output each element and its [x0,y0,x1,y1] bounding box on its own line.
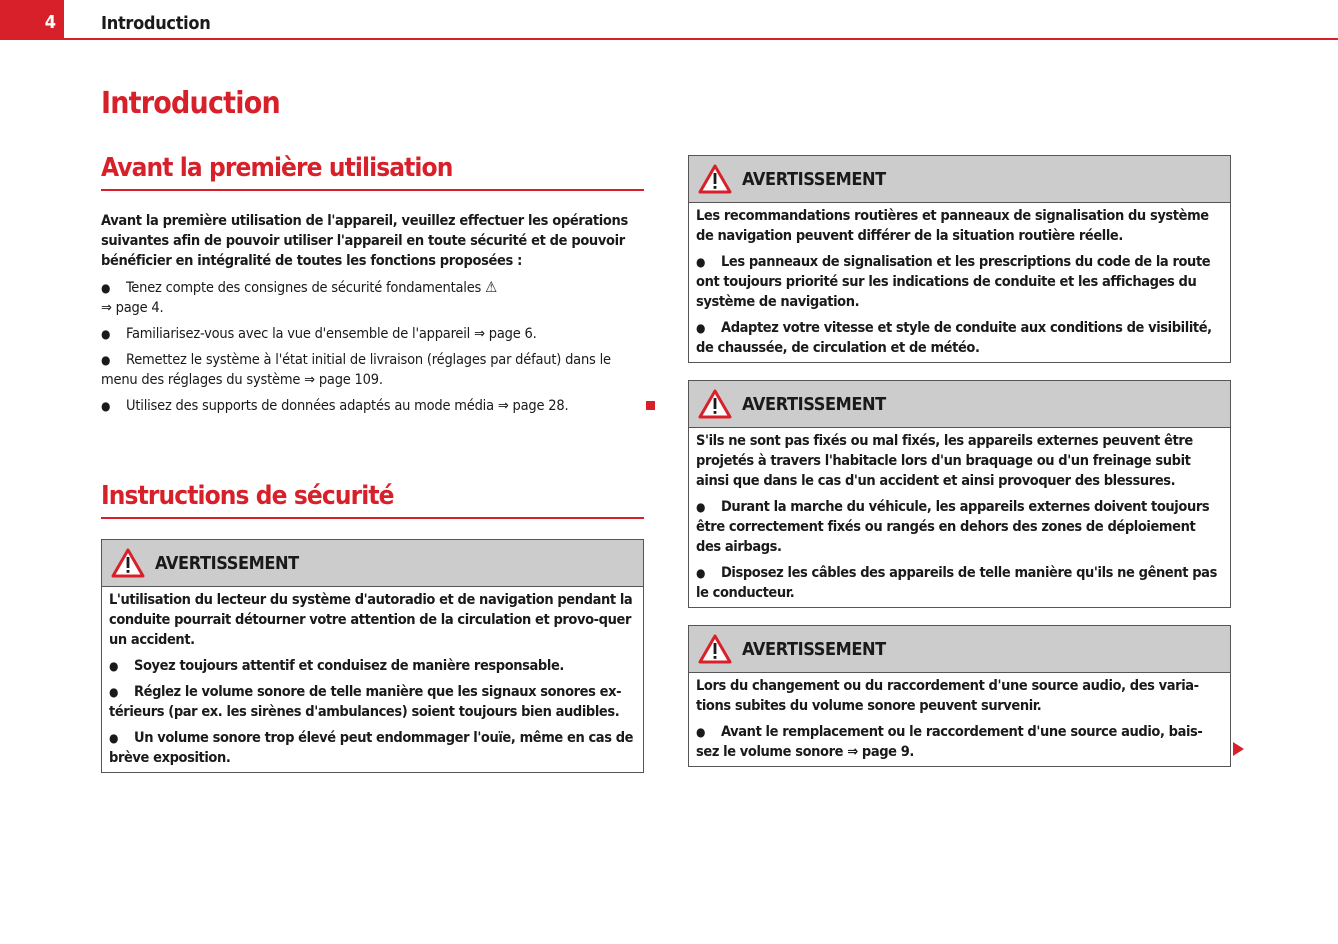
warning-item [696,497,1223,557]
warning-item-text: Les panneaux de signalisation et les prescriptions du code de la route ont toujours priorité sur les indications de conduite et les affichages du système de navigation. [696,254,1211,310]
running-header [0,0,1338,40]
list-item-text: Utilisez des supports de données adaptés au mode média [126,398,494,414]
warning-title: AVERTISSEMENT [742,638,886,660]
section-intro: Avant la première utilisation de l'appareil, veuillez effectuer les opérations suivantes afin de pouvoir utiliser l'appareil en toute sécurité et de pouvoir bénéficier en intégralité de toutes les fonctions proposées : [101,213,628,269]
warning-item [696,318,1223,358]
warning-triangle-icon [698,634,732,664]
warning-item [109,682,636,722]
warning-intro: Lors du changement ou du raccordement d'une source audio, des varia-tions subites du volume sonore peuvent survenir. [696,678,1199,714]
warning-item [696,252,1223,312]
page-reference-link[interactable]: ⇒ page 6. [474,326,537,342]
bullet-icon: ● [696,255,706,269]
warning-triangle-icon [698,164,732,194]
bullet-icon: ● [101,353,111,367]
bullet-icon: ● [101,399,111,413]
warning-body [689,203,1230,362]
bullet-icon: ● [696,321,706,335]
page-number-box [0,0,64,40]
warning-item-text: Avant le remplacement ou le raccordement d'une source audio, bais-sez le volume sonore ⇒ page 9. [696,724,1203,760]
section-heading-first-use: Avant la première utilisation [101,150,644,191]
warning-item [109,656,636,676]
right-column [688,155,1231,784]
warning-body [689,673,1230,766]
warning-header [689,626,1230,673]
running-header-title: Introduction [101,13,211,34]
list-item-text: Familiarisez-vous avec la vue d'ensemble de l'appareil [126,326,471,342]
page-title: Introduction [101,86,280,121]
warning-box [688,380,1231,608]
warning-intro: Les recommandations routières et panneaux de signalisation du système de navigation peuvent différer de la situation routière réelle. [696,208,1209,244]
bullet-icon: ● [696,725,706,739]
page-reference-link[interactable]: ⇒ page 109. [304,372,383,388]
bullet-icon: ● [696,500,706,514]
warning-intro: L'utilisation du lecteur du système d'autoradio et de navigation pendant la conduite pourrait détourner votre attention de la circulation et provo-quer un accident. [109,592,633,648]
warning-item-text: Adaptez votre vitesse et style de conduite aux conditions de visibilité, de chaussée, de circulation et de météo. [696,320,1212,356]
warning-header [689,381,1230,428]
bullet-icon: ● [101,327,111,341]
warning-triangle-icon [111,548,145,578]
warning-title: AVERTISSEMENT [742,393,886,415]
page-reference-link[interactable]: ⇒ page 28. [497,398,569,414]
page-reference-link[interactable]: ⇒ page 4. [101,300,164,316]
header-rule [64,38,1338,40]
warning-item-text: Disposez les câbles des appareils de telle manière qu'ils ne gênent pas le conducteur. [696,565,1217,601]
warning-header [102,540,643,587]
bullet-icon: ● [696,566,706,580]
warning-item [696,722,1223,762]
warning-item-text: Un volume sonore trop élevé peut endommager l'ouïe, même en cas de brève exposition. [109,730,634,766]
list-item [101,277,644,318]
page-number: 4 [44,12,56,33]
list-item-text: Remettez le système à l'état initial de livraison (réglages par défaut) dans le menu des réglages du système [101,352,611,388]
warning-title: AVERTISSEMENT [742,168,886,190]
warning-intro: S'ils ne sont pas fixés ou mal fixés, les appareils externes peuvent être projetés à travers l'habitacle lors d'un braquage ou d'un freinage subit ainsi que dans le cas d'un accident et ainsi provoquer des blessures. [696,433,1193,489]
list-item [101,350,644,390]
bullet-icon: ● [109,685,119,699]
warning-item [109,728,636,768]
warning-item-text: Soyez toujours attentif et conduisez de manière responsable. [134,658,564,674]
bullet-icon: ● [101,281,111,295]
warning-item [696,563,1223,603]
warning-box [101,539,644,773]
warning-triangle-icon [698,389,732,419]
warning-body [102,587,643,772]
list-item [101,396,644,416]
warning-header [689,156,1230,203]
warning-triangle-icon: ⚠ [485,278,497,296]
first-use-list [101,277,644,416]
warning-body [689,428,1230,607]
bullet-icon: ● [109,731,119,745]
list-item [101,324,644,344]
warning-title: AVERTISSEMENT [155,552,299,574]
bullet-icon: ● [109,659,119,673]
section-heading-safety: Instructions de sécurité [101,478,644,519]
warning-item-text: Durant la marche du véhicule, les appareils externes doivent toujours être correctement fixés ou rangés en dehors des zones de déploiement des airbags. [696,499,1210,555]
list-item-text: Tenez compte des consignes de sécurité fondamentales [126,280,482,296]
warning-box [688,625,1231,767]
section-end-marker-icon [646,401,655,410]
left-column [101,150,644,773]
warning-item-text: Réglez le volume sonore de telle manière que les signaux sonores ex-térieurs (par ex. les sirènes d'ambulances) soient toujours bien audibles. [109,684,622,720]
warning-box [688,155,1231,363]
continue-arrow-icon [1233,742,1244,756]
